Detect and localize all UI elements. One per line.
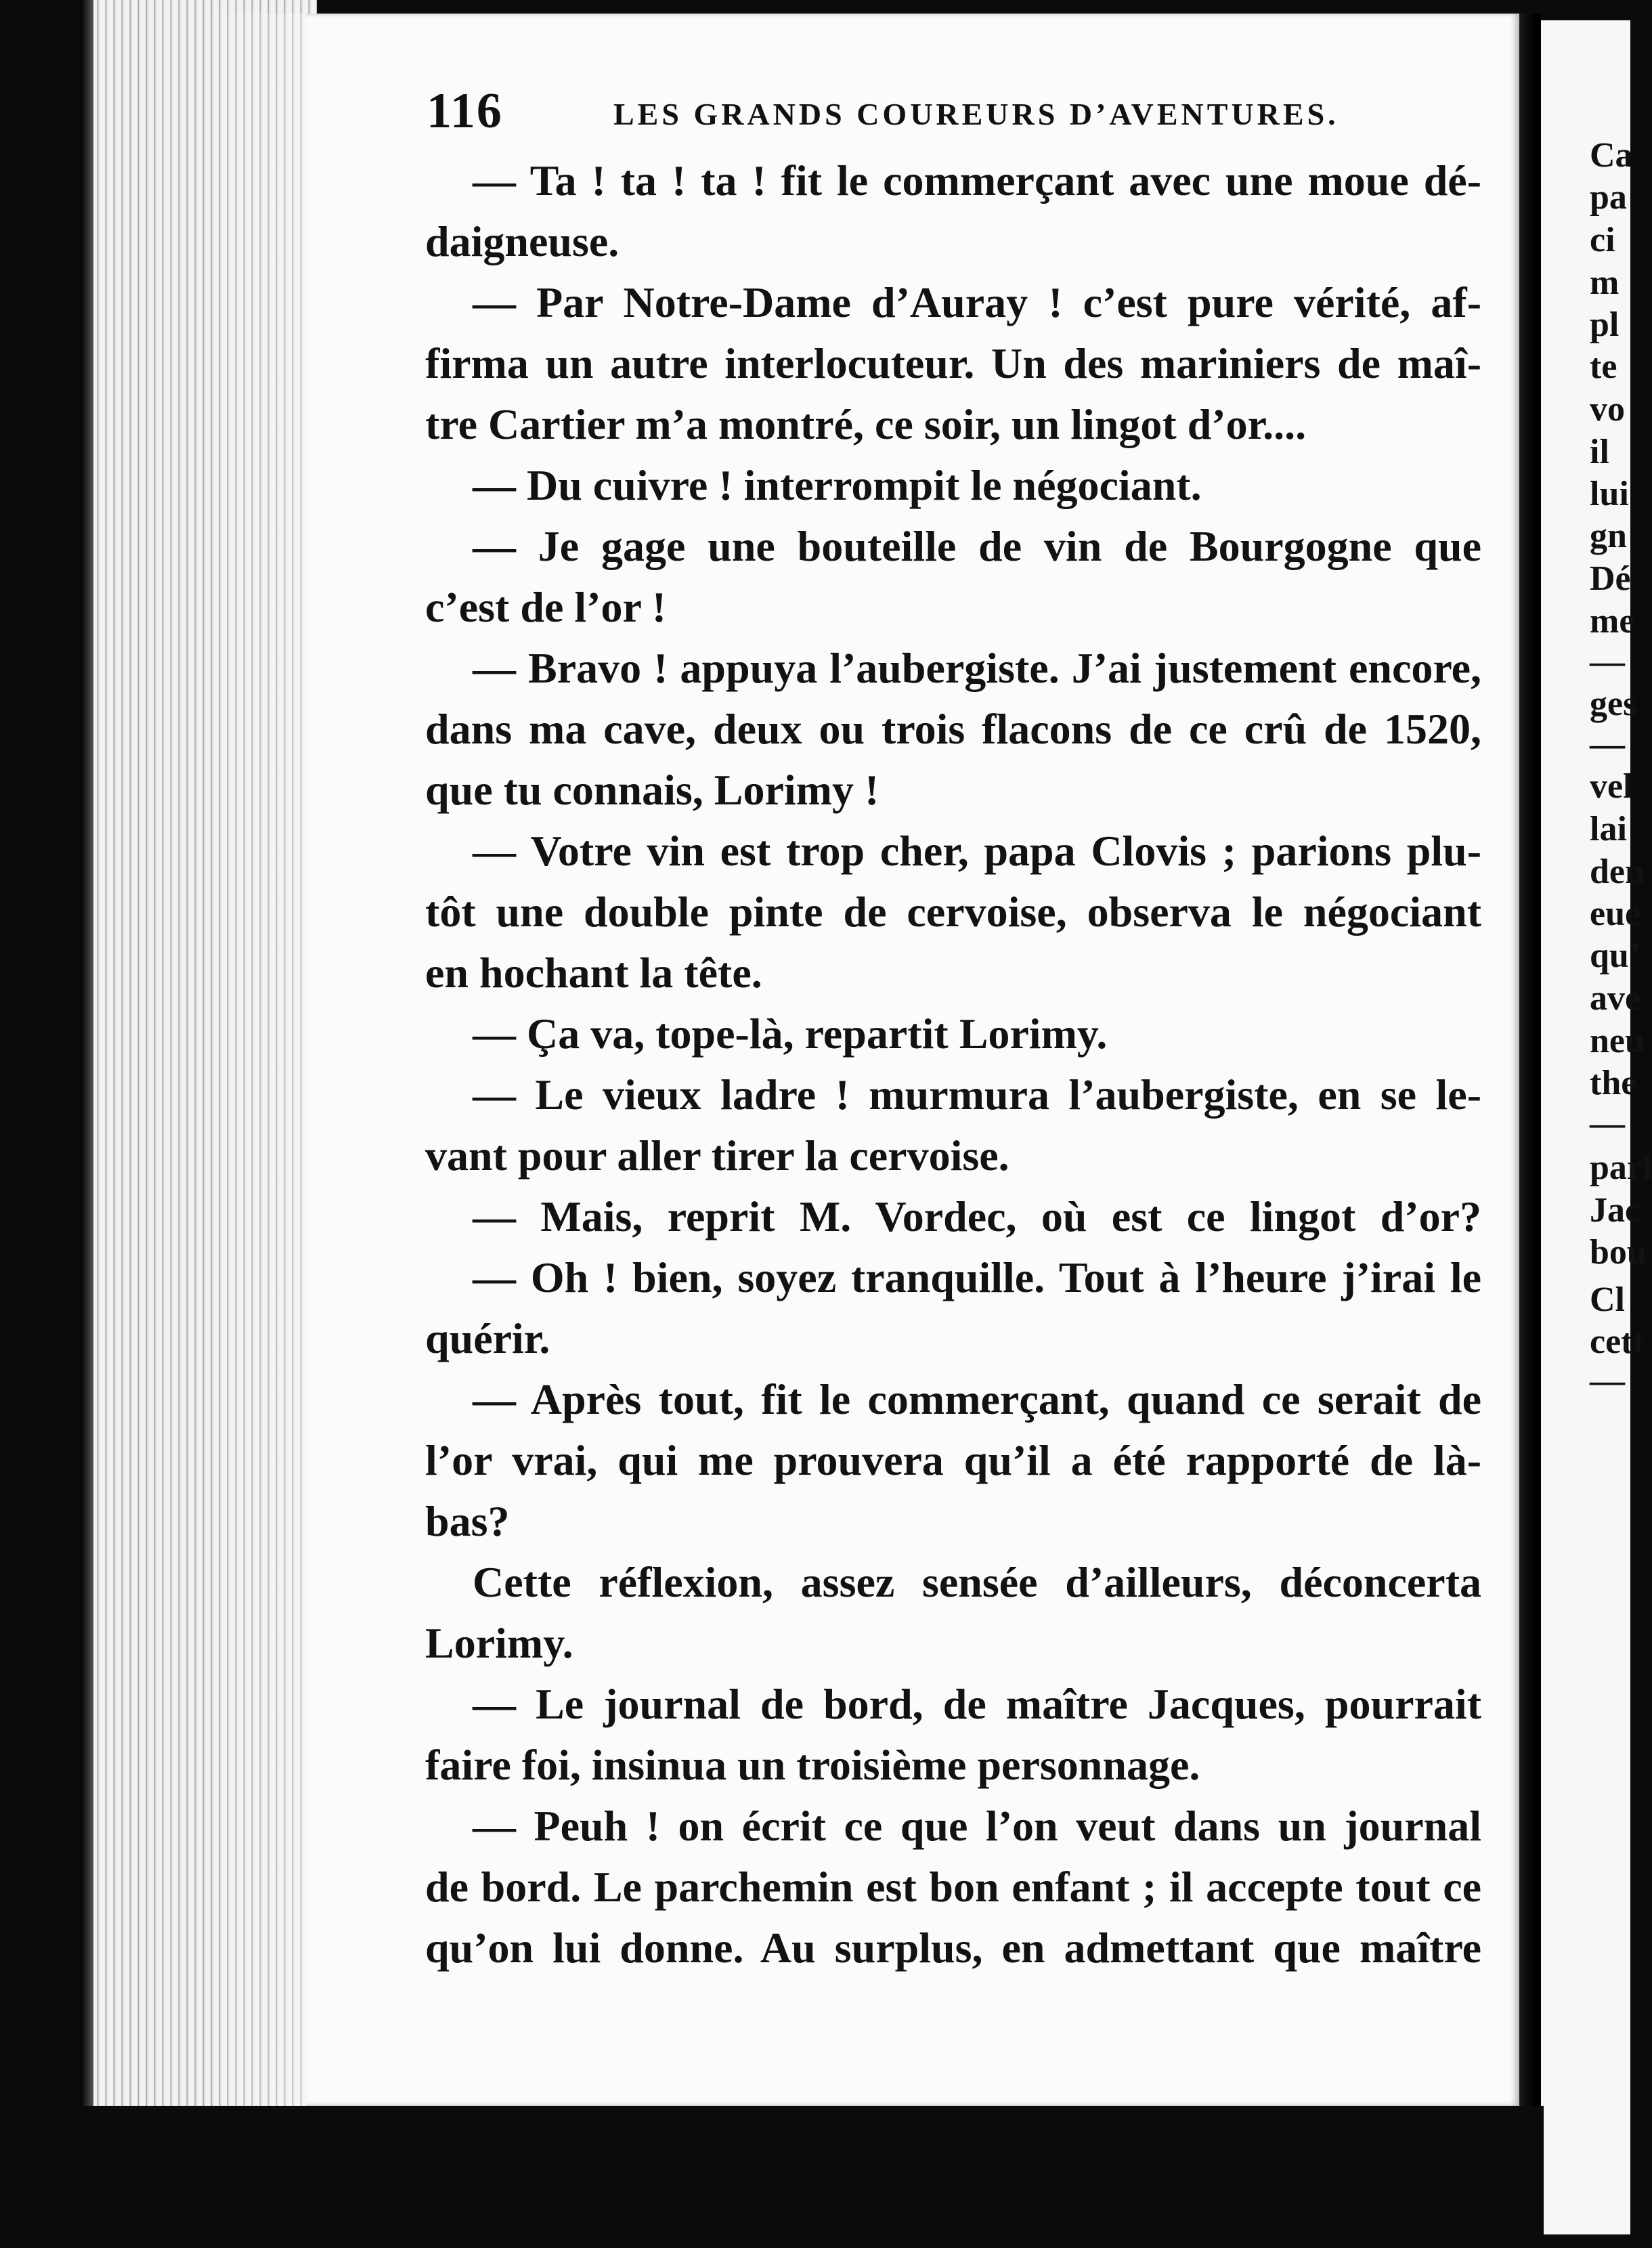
text-line: — Après tout, fit le commerçant, quand ce serait de <box>473 1375 1481 1423</box>
book-gutter <box>1519 14 1541 2106</box>
text-line: — Du cuivre ! interrompit le négociant. <box>473 461 1202 509</box>
text-line: l’or vrai, qui me prouvera qu’il a été rapporté de là- <box>425 1436 1481 1484</box>
next-page-fragment: bou <box>1590 1233 1647 1272</box>
next-page-fragment: vo <box>1590 390 1625 429</box>
text-line: Lorimy. <box>425 1619 573 1667</box>
text-line: vant pour aller tirer la cervoise. <box>425 1131 1009 1180</box>
page-body-text <box>425 150 1481 1979</box>
text-line: tre Cartier m’a montré, ce soir, un lingot d’or.... <box>425 400 1307 448</box>
page-number: 116 <box>427 83 503 139</box>
next-page-fragment: te <box>1590 347 1617 386</box>
next-page-fragment: gn <box>1590 517 1627 555</box>
next-page-fragment: Ca <box>1590 136 1633 175</box>
text-line: firma un autre interlocuteur. Un des mariniers de maî- <box>425 339 1481 387</box>
text-line: — Par Notre-Dame d’Auray ! c’est pure vérité, af- <box>473 278 1481 326</box>
text-line: qu’on lui donne. Au surplus, en admettant que maître <box>425 1924 1481 1972</box>
next-page-fragment: Jac <box>1590 1191 1641 1230</box>
text-line: — Le journal de bord, de maître Jacques, pourrait <box>473 1680 1481 1728</box>
text-line: bas? <box>425 1497 510 1545</box>
text-line: — Ta ! ta ! ta ! fit le commerçant avec une moue dé- <box>473 156 1481 204</box>
next-page-fragment: — <box>1590 1362 1625 1400</box>
page-edges-shade <box>203 14 311 2106</box>
text-line: faire foi, insinua un troisième personnage. <box>425 1741 1200 1789</box>
next-page-fragment: — <box>1590 643 1625 681</box>
text-line: — Ça va, tope-là, repartit Lorimy. <box>473 1010 1108 1058</box>
next-page-fragment: me <box>1590 602 1635 641</box>
running-title: LES GRANDS COUREURS D’AVENTURES. <box>613 97 1339 131</box>
next-page-fragment: lai <box>1590 810 1627 848</box>
text-line: — Bravo ! appuya l’aubergiste. J’ai justement encore, <box>473 644 1481 692</box>
text-line: que tu connais, Lorimy ! <box>425 766 879 814</box>
next-page-fragment: m <box>1590 263 1620 302</box>
text-line: en hochant la tête. <box>425 949 762 997</box>
text-line: tôt une double pinte de cervoise, observa le négociant <box>425 888 1481 936</box>
next-page-fragment: the <box>1590 1064 1637 1102</box>
next-page-fragment: ci <box>1590 221 1615 259</box>
text-line: — Mais, reprit M. Vordec, où est ce lingot d’or? <box>473 1192 1481 1240</box>
next-page-fragment: eue <box>1590 894 1641 933</box>
next-page-fragment: — <box>1590 1104 1625 1143</box>
page-header <box>427 83 1483 137</box>
text-line: — Peuh ! on écrit ce que l’on veut dans un journal <box>473 1802 1481 1850</box>
text-line: c’est de l’or ! <box>425 583 666 631</box>
next-page-fragment: parl <box>1590 1148 1652 1187</box>
next-page-fragment: il <box>1590 433 1609 471</box>
next-page-fragment: pl <box>1590 305 1620 344</box>
text-line: daigneuse. <box>425 217 620 265</box>
next-page-fragment: lui <box>1590 475 1629 513</box>
next-page-fragment: Dé <box>1590 559 1631 598</box>
text-line: — Oh ! bien, soyez tranquille. Tout à l’heure j’irai le <box>473 1253 1481 1301</box>
next-page-fragments <box>1590 135 1652 1422</box>
next-page-fragment: ave <box>1590 979 1641 1018</box>
next-page-fragment: neu <box>1590 1022 1645 1060</box>
next-page-fragment: den <box>1590 852 1645 891</box>
bottom-margin-dark <box>81 2106 1544 2248</box>
text-line: — Votre vin est trop cher, papa Clovis ; parions plu- <box>473 827 1481 875</box>
next-page-fragment: Cl <box>1590 1280 1625 1319</box>
text-line: quérir. <box>425 1314 550 1362</box>
text-line: Cette réflexion, assez sensée d’ailleurs, déconcerta <box>473 1558 1481 1606</box>
text-line: — Je gage une bouteille de vin de Bourgogne que <box>473 522 1481 570</box>
text-line: — Le vieux ladre ! murmura l’aubergiste, en se le- <box>473 1071 1481 1119</box>
next-page-fragment: vel <box>1590 767 1633 806</box>
next-page-fragment: — <box>1590 725 1625 764</box>
next-page-fragment: qu’ <box>1590 936 1641 975</box>
text-line: de bord. Le parchemin est bon enfant ; il accepte tout ce <box>425 1863 1481 1911</box>
next-page-fragment: ges <box>1590 685 1637 723</box>
next-page-fragment: cett <box>1590 1322 1645 1361</box>
next-page-fragment: pa <box>1590 178 1627 217</box>
text-line: dans ma cave, deux ou trois flacons de ce crû de 1520, <box>425 705 1481 753</box>
